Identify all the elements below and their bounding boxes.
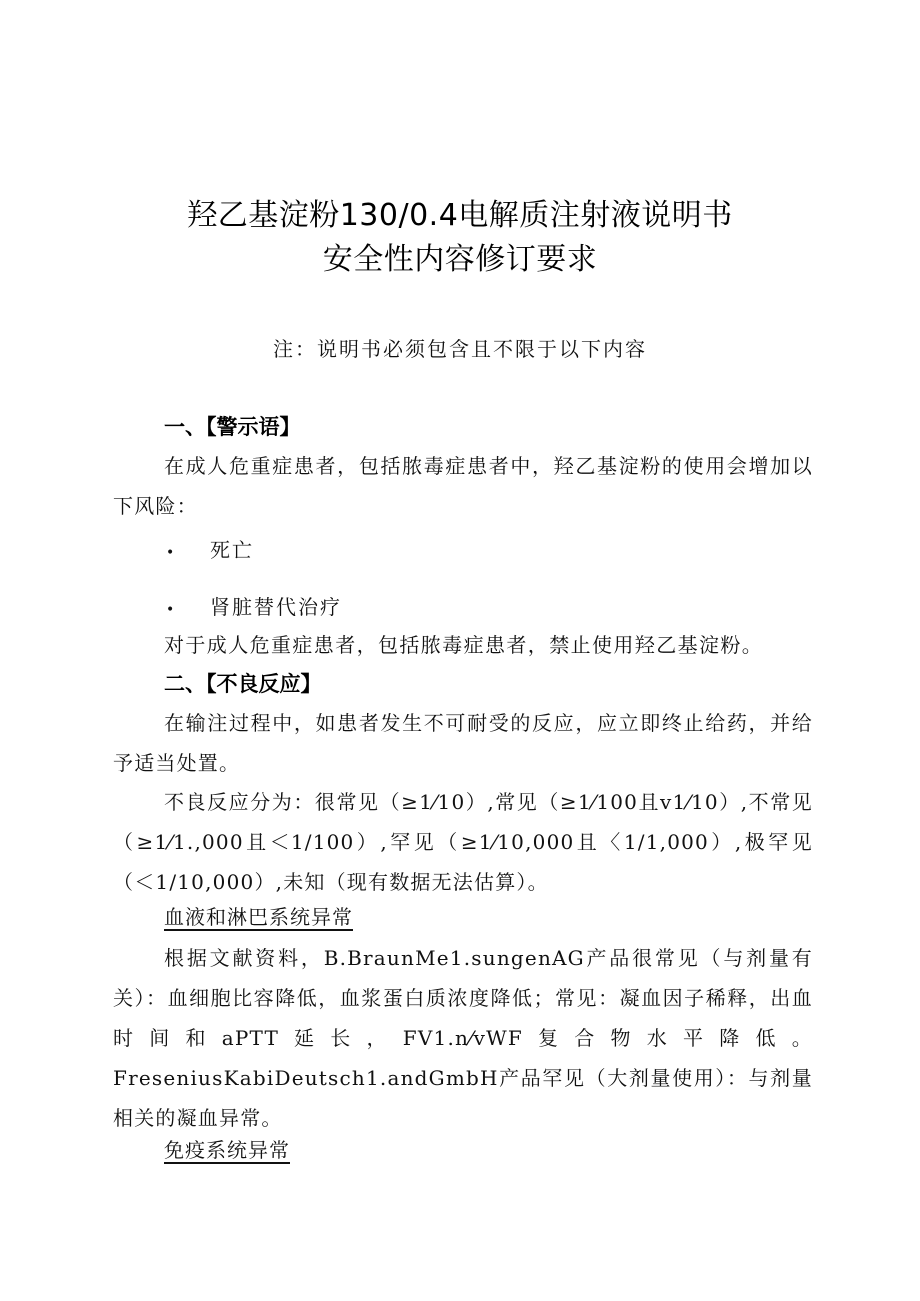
adverse-intro-paragraph: 在输注过程中，如患者发生不可耐受的反应，应立即终止给药，并给予适当处置。 [113, 711, 813, 775]
adverse-frequency-paragraph: 不良反应分为：很常见（≥1⁄10）,常见（≥1⁄100且v1⁄10）,不常见（≥1⁄1.,000且＜1/100）,罕见（≥1⁄10,000且〈1/1,000）,极罕见（＜1/10,000）,未知（现有数据无法估算）。 [113, 790, 813, 894]
section-heading-adverse-reactions: 二、【不良反应】 [164, 672, 322, 696]
bullet-icon: • [166, 602, 175, 618]
contraindication-paragraph: 对于成人危重症患者，包括脓毒症患者，禁止使用羟乙基淀粉。 [164, 633, 764, 657]
document-title-line2: 安全性内容修订要求 [322, 242, 598, 277]
section-heading-warning: 一、【警示语】 [164, 415, 301, 439]
warning-bullet-item [166, 535, 254, 568]
bullet-icon: • [166, 545, 175, 561]
warning-intro-paragraph: 在成人危重症患者，包括脓毒症患者中，羟乙基淀粉的使用会增加以下风险： [113, 454, 813, 518]
subsection-blood-lymph: 血液和淋巴系统异常 [164, 905, 353, 929]
bullet-text: 死亡 [210, 538, 254, 562]
bullet-text: 肾脏替代治疗 [210, 595, 342, 619]
blood-disorders-paragraph: 根据文献资料，B.BraunMe1.sungenAG产品很常见（与剂量有关）：血细胞比容降低，血浆蛋白质浓度降低；常见：凝血因子稀释，出血时间和aPTT延长，FV1.n⁄vWF复合物水平降低。FreseniusKabiDeutsch1.andGmbH产品罕见（大剂量使用）：与剂量相关的凝血异常。 [113, 946, 813, 1130]
warning-bullet-item [166, 592, 342, 625]
document-note: 注：说明书必须包含且不限于以下内容 [273, 337, 647, 361]
document-title-line1: 羟乙基淀粉130/0.4电解质注射液说明书 [187, 198, 733, 233]
subsection-immune-system: 免疫系统异常 [164, 1138, 290, 1162]
